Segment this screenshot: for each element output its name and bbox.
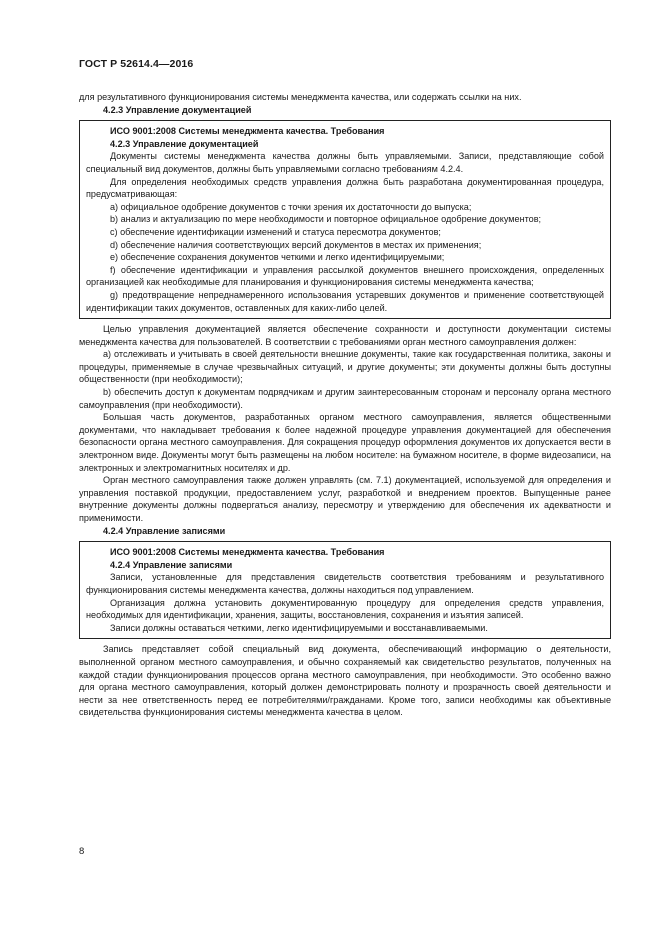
box-list-item-b: b) анализ и актуализацию по мере необходимости и повторное официальное одобрение документов; [110,214,542,225]
body-list-item-a: a) отслеживать и учитывать в своей деятельности внешние документы, такие как государственная политика, законы и процедуры, применяемые в случае чрезвычайных ситуаций, и другие документы; эти документы должны быть доступны общественности (при необходимости); [79,349,611,385]
section-heading-4-2-3: 4.2.3 Управление документацией [103,104,252,115]
paragraph-intro: для результативного функционирования системы менеджмента качества, или содержать ссылки на них. [79,92,522,102]
box-list-item-e: e) обеспечение сохранения документов четкими и легко идентифицируемыми; [110,252,445,263]
box-clause-title: 4.2.4 Управление записями [110,559,233,570]
box-paragraph: Документы системы менеджмента качества должны быть управляемыми. Записи, представляющие собой специальный вид документов, должны быть управляемыми согласно требованиям 4.2.4. [86,151,604,174]
box-paragraph: Записи, установленные для представления свидетельств соответствия требованиям и результативного функционирования системы менеджмента качества, должны находиться под управлением. [86,572,604,595]
page-number: 8 [79,846,85,857]
box-list-item-a: a) официальное одобрение документов с точки зрения их достаточности до выпуска; [110,201,472,212]
box-standard-title: ИСО 9001:2008 Системы менеджмента качества. Требования [110,126,385,137]
box-list-item-f: f) обеспечение идентификации и управления рассылкой документов внешнего происхождения, определенных организацией как необходимые для планирования и функционирования системы менеджмента качества; [86,264,604,288]
box-list-item-d: d) обеспечение наличия соответствующих версий документов в местах их применения; [110,239,482,250]
box-clause-title: 4.2.3 Управление документацией [110,138,259,149]
iso-quote-box-4-2-4 [79,541,611,639]
body-paragraph: Запись представляет собой специальный вид документа, обеспечивающий информацию о деятельности, выполненной органом местного самоуправления, и обычно сохраняемый как свидетельство результатов, полученных на каждой стадии функционирования процессов органа местного самоуправления, при необходимости. Это особенно важно для органа местного самоуправления, который должен демонстрировать полноту и прозрачность своей деятельности и нести за нее ответственность перед ее потребителями/гражданами. Кроме того, записи необходимы как объективные свидетельства функционирования системы менеджмента качества в целом. [79,644,611,718]
body-paragraph: Орган местного самоуправления также должен управлять (см. 7.1) документацией, используемой для определения и управления поставкой продукции, предоставлением услуг, разработкой и внедрением проектов. Выпущенные ранее внутренние документы должны подвергаться анализу, пересмотру и утверждению для обеспечения их адекватности и применимости. [79,475,611,523]
page-header-title: ГОСТ Р 52614.4—2016 [79,58,194,70]
page-content [79,91,611,719]
body-paragraph: Большая часть документов, разработанных органом местного самоуправления, является общественными документами, что накладывает требования к более надежной процедуре управления документацией для обеспечения безопасности органа местного самоуправления. Для сокращения процедур оформления документов их допускается вести в электронном виде. Документы могут быть размещены на любом носителе: на бумажном носителе, в форме видеозаписи, на электронных и электромагнитных носителях и др. [79,412,611,473]
section-heading-4-2-4: 4.2.4 Управление записями [103,525,226,536]
box-standard-title: ИСО 9001:2008 Системы менеджмента качества. Требования [110,547,385,558]
box-paragraph: Записи должны оставаться четкими, легко идентифицируемыми и восстанавливаемыми. [110,622,488,633]
box-paragraph: Организация должна установить документированную процедуру для определения средств управления, необходимых для идентификации, хранения, защиты, восстановления, сохранения и изъятия записей. [86,597,604,621]
body-paragraph: Целью управления документацией является обеспечение сохранности и доступности документации системы менеджмента качества для пользователей. В соответствии с требованиями орган местного самоуправления должен: [79,324,611,347]
iso-quote-box-4-2-3 [79,120,611,319]
body-list-item-b: b) обеспечить доступ к документам подрядчикам и другим заинтересованным сторонам и персоналу органа местного самоуправления (при необходимости). [79,387,611,410]
box-list-item-g: g) предотвращение непреднамеренного использования устаревших документов и применение соответствующей идентификации таких документов, оставленных для каких-либо целей. [86,289,604,313]
box-paragraph: Для определения необходимых средств управления должна быть разработана документированная процедура, предусматривающая: [86,176,604,200]
box-list-item-c: c) обеспечение идентификации изменений и статуса пересмотра документов; [110,226,441,237]
